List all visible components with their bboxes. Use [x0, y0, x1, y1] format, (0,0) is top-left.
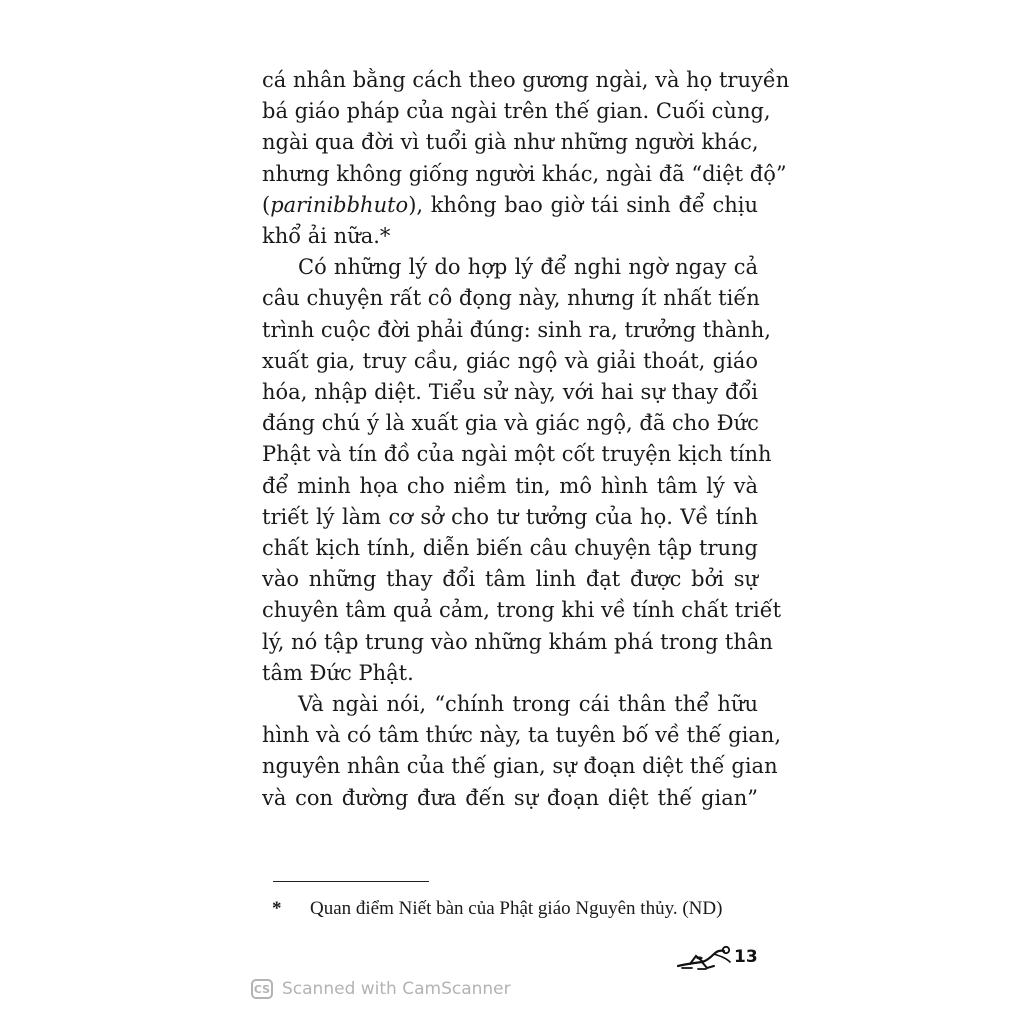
paragraph-2	[262, 252, 782, 689]
footnote-divider	[273, 881, 429, 882]
camscanner-logo-icon: CS	[251, 979, 273, 999]
text-line: tâm Đức Phật.	[262, 660, 414, 685]
text-line: bá giáo pháp của ngài trên thế gian. Cuối cùng,	[262, 99, 771, 124]
page-footer	[676, 942, 758, 972]
text-line: chuyên tâm quả cảm, trong khi về tính chất triết	[262, 598, 782, 623]
footnote-marker: *	[272, 898, 282, 919]
pali-term: parinibbhuto	[270, 192, 409, 217]
watermark-text: Scanned with CamScanner	[282, 979, 511, 999]
paragraph-3	[262, 689, 782, 814]
text-line: Có những lý do hợp lý để nghi ngờ ngay cả	[298, 255, 758, 280]
text-line: nhưng không giống người khác, ngài đã “diệt độ”	[262, 161, 787, 186]
footnote	[272, 898, 722, 920]
text-line: đáng chú ý là xuất gia và giác ngộ, đã cho Đức	[262, 411, 759, 436]
text-line: để minh họa cho niềm tin, mô hình tâm lý và	[262, 473, 758, 498]
text-line-italic-term: (parinibbhuto), không bao giờ tái sinh để chịu	[262, 192, 758, 217]
paragraph-1	[262, 65, 790, 252]
text-line: và con đường đưa đến sự đoạn diệt thế gian”	[262, 785, 758, 810]
text-line: chất kịch tính, diễn biến câu chuyện tập trung	[262, 536, 758, 561]
text-line: Và ngài nói, “chính trong cái thân thể hữu	[298, 692, 758, 717]
text-line: vào những thay đổi tâm linh đạt được bởi sự	[262, 567, 758, 592]
text-line: khổ ải nữa.*	[262, 224, 391, 249]
text-line: xuất gia, truy cầu, giác ngộ và giải thoát, giáo	[262, 348, 758, 373]
scanner-watermark	[251, 979, 511, 999]
main-text	[262, 65, 790, 814]
text-line: Phật và tín đồ của ngài một cốt truyện kịch tính	[262, 442, 772, 467]
text-line: câu chuyện rất cô đọng này, nhưng ít nhất tiến	[262, 286, 760, 311]
text-line: lý, nó tập trung vào những khám phá trong thân	[262, 629, 773, 654]
text-line: trình cuộc đời phải đúng: sinh ra, trưởng thành,	[262, 317, 771, 342]
text-line: hình và có tâm thức này, ta tuyên bố về thế gian,	[262, 723, 782, 748]
page-number: 13	[734, 947, 758, 967]
text-line: ngài qua đời vì tuổi già như những người khác,	[262, 130, 759, 155]
stick-figure-ornament-icon	[676, 942, 732, 972]
footnote-text: Quan điểm Niết bàn của Phật giáo Nguyên thủy. (ND)	[310, 898, 723, 919]
text-line: nguyên nhân của thế gian, sự đoạn diệt thế gian	[262, 754, 778, 779]
text-line: hóa, nhập diệt. Tiểu sử này, với hai sự thay đổi	[262, 380, 758, 405]
text-line: triết lý làm cơ sở cho tư tưởng của họ. Về tính	[262, 504, 758, 529]
text-line: cá nhân bằng cách theo gương ngài, và họ truyền	[262, 68, 790, 92]
